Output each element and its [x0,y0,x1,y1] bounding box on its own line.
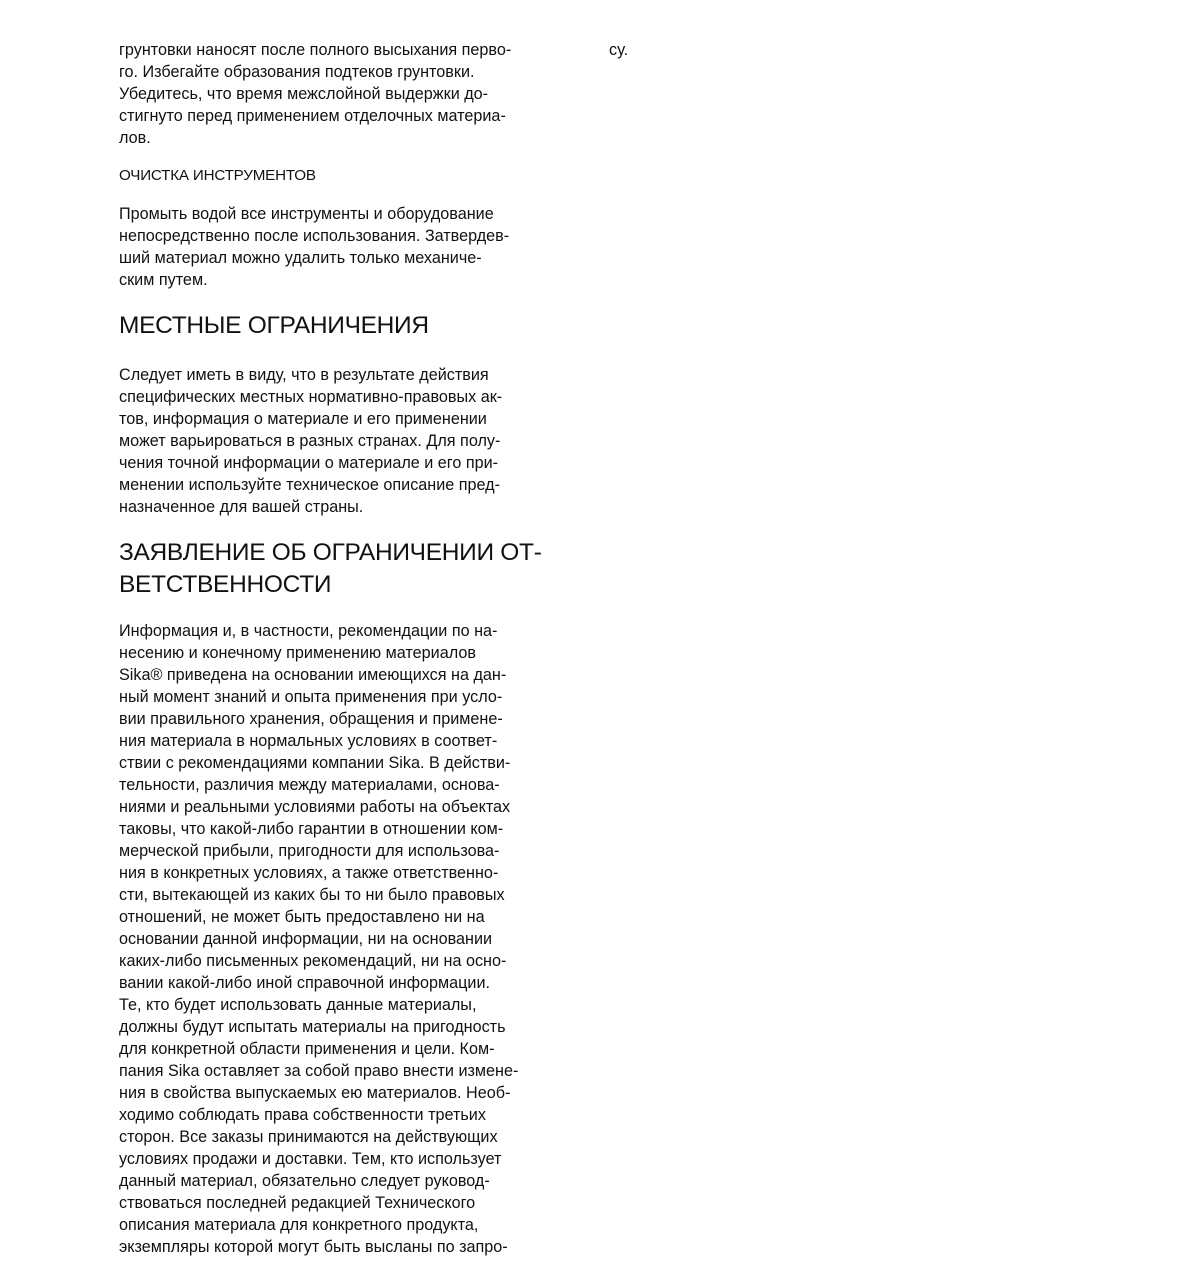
left-column [119,39,565,1258]
right-column [609,39,1055,61]
local-restrictions-paragraph: Следует иметь в виду, что в результате действия специфических местных нормативно-правовых ак- тов, информация о материале и его применении может варьироваться в разных странах. Для полу- чения точной информации о материале и его при- менении используйте техническое описание пред- назначенное для вашей страны. [119,366,503,516]
disclaimer-heading: ЗАЯВЛЕНИЕ ОБ ОГРАНИЧЕНИИ ОТ- ВЕТСТВЕННОСТИ [119,539,542,598]
tool-cleaning-paragraph: Промыть водой все инструменты и оборудование непосредственно после использования. Затвердев- ший материал можно удалить только механиче- ским путем. [119,205,510,289]
local-restrictions-heading: МЕСТНЫЕ ОГРАНИЧЕНИЯ [119,312,429,339]
tool-cleaning-heading: ОЧИСТКА ИНСТРУМЕНТОВ [119,167,316,184]
disclaimer-paragraph: Информация и, в частности, рекомендации по на- несению и конечному применению материалов Sika® приведена на основании имеющихся на дан- ный момент знаний и опыта применения при усло- вии правильного хранения, обращения и примене- ния материала в нормальных условиях в соответ- ствии с рекомендациями компании Sika. В действи- тельности, различия между материалами, основа- ниями и реальными условиями работы на объектах таковы, что какой-либо гарантии в отношении ком- мерческой прибыли, пригодности для использова- ния в конкретных условиях, а также ответственно- сти, вытекающей из каких бы то ни было правовых отношений, не может быть предоставлено ни на основании данной информации, ни на основании каких-либо письменных рекомендаций, ни на осно- вании какой-либо иной справочной информации. Те, кто будет использовать данные материалы, должны будут испытать материалы на пригодность для конкретной области применения и цели. Ком- пания Sika оставляет за собой право внести измене- ния в свойства выпускаемых ею материалов. Необ- ходимо соблюдать права собственности третьих сторон. Все заказы принимаются на действующих условиях продажи и доставки. Тем, кто использует данный материал, обязательно следует руковод- ствоваться последней редакцией Технического описания материала для конкретного продукта, экземпляры которой могут быть высланы по запро- [119,622,519,1256]
disclaimer-continuation-text: су. [609,41,629,59]
primer-application-paragraph: грунтовки наносят после полного высыхания перво- го. Избегайте образования подтеков грунтовки. Убедитесь, что время межслойной выдержки до- стигнуто перед применением отделочных материа- лов. [119,41,512,147]
